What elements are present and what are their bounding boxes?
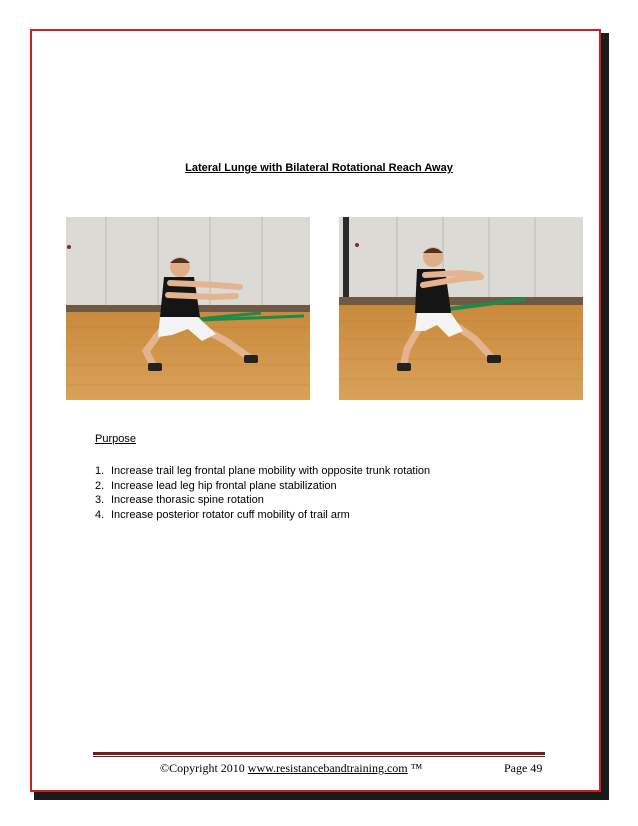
list-item: [95, 508, 430, 523]
copyright-text: ©Copyright 2010: [160, 761, 248, 775]
trademark-symbol: ™: [407, 761, 423, 775]
list-item-text: Increase posterior rotator cuff mobility of trail arm: [111, 508, 350, 521]
list-item-number: 1.: [95, 465, 105, 477]
list-item-number: 2.: [95, 479, 105, 492]
exercise-title: Lateral Lunge with Bilateral Rotational Reach Away: [185, 162, 453, 174]
purpose-list: [95, 464, 430, 522]
page-number: Page 49: [504, 761, 543, 775]
footer-divider-thin: [93, 756, 545, 757]
list-item-text: Increase thorasic spine rotation: [111, 494, 264, 506]
list-item-number: 4.: [95, 508, 105, 521]
footer-divider-thick: [93, 752, 545, 755]
list-item-text: Increase lead leg hip frontal plane stabilization: [111, 479, 337, 492]
footer-copyright: [160, 761, 422, 776]
list-item: [95, 464, 430, 479]
list-item-text: Increase trail leg frontal plane mobility with opposite trunk rotation: [111, 465, 431, 477]
list-item: [95, 493, 430, 508]
list-item: [95, 479, 430, 494]
list-item-number: 3.: [95, 494, 105, 506]
exercise-photo-end: [339, 217, 583, 400]
exercise-photo-start: [66, 217, 310, 400]
page-frame: [30, 29, 601, 792]
purpose-heading: Purpose: [95, 433, 136, 445]
website-link[interactable]: www.resistancebandtraining.com: [247, 761, 408, 775]
